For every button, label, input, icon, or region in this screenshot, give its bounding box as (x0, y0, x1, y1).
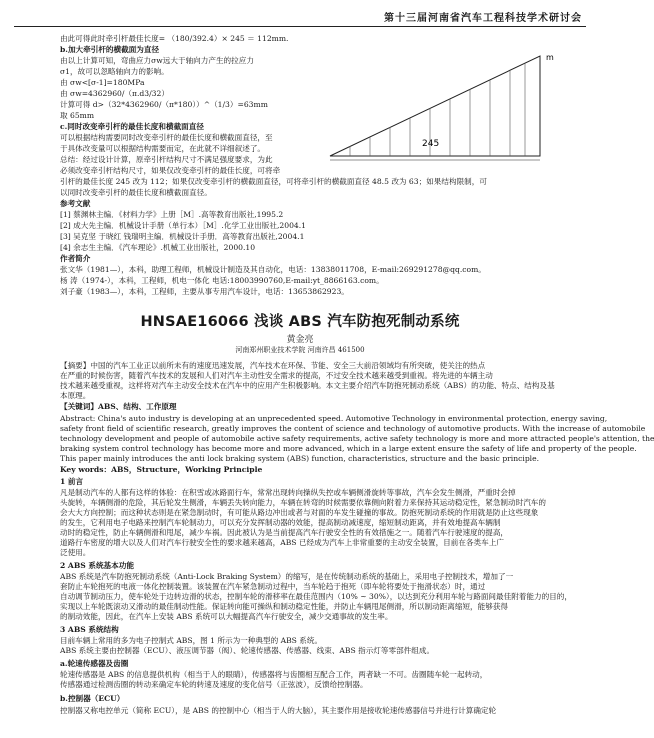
abstract-cn-line: 本原理。 (60, 391, 91, 400)
references-title: 参考文献 (60, 199, 91, 208)
body-line: 控制器又称电控单元（简称 ECU），是 ABS 的控制中心（相当于人的大脑），其主要作用是接收轮速传感器信号并进行计算确定轮 (60, 706, 497, 715)
text-line: 以同时改变牵引杆的最佳长度和横截面直径。 (60, 188, 212, 197)
text-line: 必须改变牵引杆结构尺寸，如果仅改变牵引杆的最佳长度，可将牵 (60, 166, 281, 175)
subsection-heading: a.轮速传感器及齿圈 (60, 659, 129, 668)
body-line: 会大大方向控制；而这种状态则是在紧急制动时，有可能从路边冲出或者与对面的车发生碰撞的事故。防抱死制动系统的作用就是防止这些现象 (60, 508, 539, 517)
text-line: 可以根据结构需要同时改变牵引杆的最佳长度和横截面直径，至 (60, 133, 273, 142)
abstract-cn-line: 【摘要】中国的汽车工业正以前所未有的速度迅速发展，汽车技术在环保、节能、安全三大前沿领域均有所突破，使关注的热点 (60, 361, 486, 370)
body-line: 凡是制动汽车的人都有这样的体验：在积雪或冰路面行车，常常出现转向操纵失控或车辆侧滑旋转等事故，汽车会发生侧滑，严重时会掉 (60, 488, 516, 497)
body-line: 目前车辆上常用的多为电子控制式 ABS，图 1 所示为一种典型的 ABS 系统。 (60, 636, 323, 645)
abstract-en-line: braking system control technology has become more and more advanced, which in a large extent ensure the safety of life and property of the people. (60, 444, 637, 453)
body-line: 传感器通过检测齿圈的转动来确定车轮的转速及速度的变化信号（正弦波），反馈给控制器。 (60, 680, 368, 689)
author-bio: 刘子豪（1983—），本科，工程师，主要从事专用汽车设计，电话：13653862923。 (60, 287, 349, 296)
section-heading: 2 ABS 系统基本功能 (60, 561, 134, 570)
reference-item: [4] 余志生主编．《汽车理论》.机械工业出版社，2000.10 (60, 243, 256, 252)
body-line: 自动调节制动压力，使车轮处于边转边滑的状态，控制车轮的滑移率在最佳范围内（10% ~ 30%），以达到充分利用车轮与路面间最佳附着能力的目的， (60, 592, 572, 601)
author-intro-title: 作者简介 (60, 254, 91, 263)
body-line: ABS 系统是汽车防抱死制动系统（Anti-Lock Braking System）的缩写，是在传统制动系统的基础上，采用电子控制技术，增加了一 (60, 572, 514, 581)
header-rule (14, 26, 586, 27)
abstract-en-line: Abstract: China's auto industry is developing at an unprecedented speed. Automotive Technology in environmental protection, energy saving, (60, 414, 608, 423)
author-bio: 杨 涛（1974-），本科，工程师，机电一体化 电话:18003990760,E-mail:yt_8866163.com。 (60, 276, 384, 285)
text-line: 取 65mm (60, 111, 95, 120)
body-line: 套防止车轮抱死的电液一体化控制装置。该装置在汽车紧急制动过程中，当车轮趋于抱死（即车轮将要处于拖滑状态）时，通过 (60, 582, 486, 591)
reference-item: [1] 蔡渊林主编．《材料力学》上册［M］.高等教育出版社,1995.2 (60, 210, 284, 219)
text-line: 由 σw=4362960/（π.d3/32） (60, 89, 169, 98)
abstract-en-line: This paper mainly introduces the anti lock braking system (ABS) function, characteristics, structure and the basic principle. (60, 454, 540, 463)
article-title: HNSAE16066 浅谈 ABS 汽车防抱死制动系统 (140, 314, 460, 330)
section-heading: 1 前言 (60, 477, 84, 486)
subsection-heading: b.加大牵引杆的横截面为直径 (60, 45, 160, 54)
article-author: 黄金亮 (286, 335, 314, 345)
section-heading: 3 ABS 系统结构 (60, 625, 119, 634)
text-line: 于具体改变量可以根据结构需要而定，在此就不详细叙述了。 (60, 144, 266, 153)
body-line: 轮速传感器是 ABS 的信息提供机构（相当于人的眼睛），传感器将与齿圈相互配合工作，两者缺一不可。齿圈随车轮一起转动， (60, 670, 488, 679)
body-line: 的制动效能，因此，在汽车上安装 ABS 系统可以大幅提高汽车行驶安全，减少交通事故的发生率。 (60, 612, 393, 621)
abstract-cn-line: 在严重的时候伤害，随着汽车技术的发展和人们对汽车主动性安全需求的提高，不过安全技术越来越受到重视。将先进的车辆主动 (60, 371, 493, 380)
reference-item: [3] 吴克坚 于晓红 钱瑞明主编．机械设计手册．高等教育出版社,2004.1 (60, 232, 305, 241)
keywords-en: Key words：ABS，Structure，Working Principle (60, 465, 263, 474)
reference-item: [2] 成大先主编．机械设计手册（单行本）［M］.化学工业出版社,2004.1 (60, 221, 306, 230)
author-bio: 张文华（1981—），本科，助理工程师，机械设计制造及其自动化，电话：13838011708，E-mail:269291278@qq.com。 (60, 265, 486, 274)
figure-label-bottom: 245 (422, 139, 440, 149)
body-line: 道路行车密度的增大以及人们对汽车行驶安全性的要求越来越高，ABS 已经成为汽车上非常重要的主动安全装置，目前在各类车上广 (60, 538, 504, 547)
keywords-cn: 【关键词】ABS、结构、工作原理 (60, 402, 177, 411)
text-line: σ1，故可以忽略轴向力的影响。 (60, 67, 169, 76)
body-line: 实现以上车轮既滚动又滑动的最佳制动性能。保证转向能可操纵和制动稳定性能，并防止车辆甩尾侧滑，所以制动距离缩短，能够获得 (60, 602, 509, 611)
figure-label-top: m (546, 53, 554, 62)
abstract-cn-line: 技术越来越受重视，这样将对汽车主动安全技术在汽车中的应用产生积极影响。本文主要介绍汽车防抱死制动系统（ABS）的功能、特点、结构及基 (60, 381, 555, 390)
body-line: 动时的稳定性，防止车辆侧滑和甩尾，减少车祸。因此被认为是当前提高汽车行驶安全性的有效措施之一。随着汽车行驶速度的提高， (60, 528, 509, 537)
body-line: 泛使用。 (60, 548, 91, 557)
text-line: 由以上计算可知，弯曲应力σw远大于轴向力产生的拉应力 (60, 56, 254, 65)
abstract-en-line: technology development and people of automobile active safety requirements, active safety technology is more and more attracted people's attention, the (60, 434, 654, 443)
abstract-en-line: safety front field of scientific research, greatly improves the content of science and technology of automotive products. With the increase of automobile (60, 424, 646, 433)
text-line: 引杆的最佳长度 245 改为 112；如果仅改变牵引杆的横截面直径，可将牵引杆的横截面直径 48.5 改为 63；如果结构限制，可 (60, 177, 487, 186)
journal-header: 第十三届河南省汽车工程科技学术研讨会 (384, 13, 582, 24)
body-line: 的发生，它利用电子电路来控制汽车轮制动力，可以充分发挥制动器的效能，提高制动减速度，缩短制动距离，并有效地提高车辆制 (60, 518, 501, 527)
figure-beam-diagram (310, 46, 580, 166)
subsection-heading: b.控制器（ECU） (60, 694, 125, 703)
text-line: 总结：经过设计计算，原牵引杆结构尺寸不满足强度要求，为此 (60, 155, 273, 164)
subsection-heading: c.同时改变牵引杆的最佳长度和横截面直径 (60, 122, 204, 131)
body-line: 头旋转，车辆侧滑的危险，其后轮发生侧滑，车辆丢失转向能力，车辆在转弯的时候需要依靠侧向附着力来保持其运动稳定性，紧急制动时汽车的 (60, 498, 546, 507)
text-line: 计算可得 d>（32*4362960/（π*180））^（1/3）=63mm (60, 100, 268, 109)
text-line: 由此可得此时牵引杆最佳长度= （180/392.4）× 245 ＝ 112mm. (60, 34, 289, 43)
body-line: ABS 系统主要由控制器（ECU）、液压调节器（阀）、轮速传感器、传感器、线束、ABS 指示灯等零部件组成。 (60, 646, 435, 655)
article-affiliation: 河南郑州职业技术学院 河南许昌 461500 (235, 346, 365, 354)
text-line: 由 σw<[σ-1]=180MPa (60, 78, 145, 87)
